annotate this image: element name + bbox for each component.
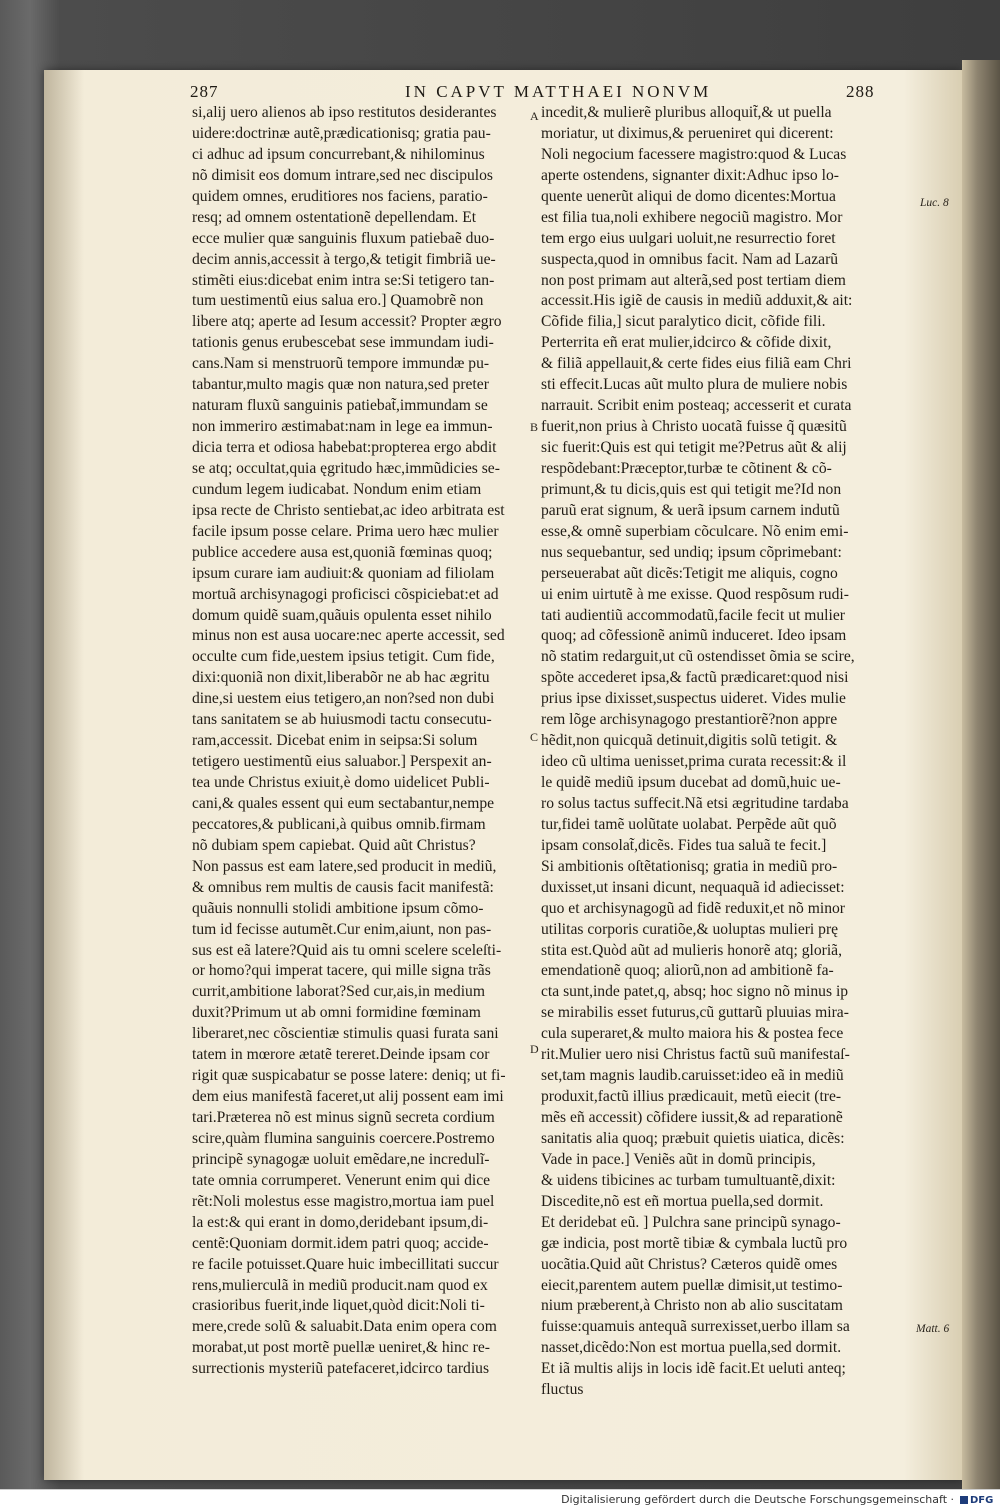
text-line: domum quidẽ suam,quãuis opulenta esset nihilo — [192, 606, 492, 624]
text-line: tabantur,multo magis quæ non natura,sed preter — [192, 376, 489, 394]
text-line: rigit quæ suspicabatur se posse latere: deniq; ut fi- — [192, 1067, 506, 1085]
text-line: se atq; occultat,quia ęgritudo hæc,immũdicies se- — [192, 459, 500, 477]
text-line: paruũ erat signum, & uerã ipsum carnem indutũ — [541, 501, 840, 519]
margin-note-luc: Luc. 8 — [920, 197, 949, 209]
text-line: occulte cum fide,uestem ipsius tetigit. Cum fide, — [192, 648, 495, 666]
text-line: tatem in mœrore ætatẽ tereret.Deinde ipsam cor — [192, 1046, 490, 1064]
margin-note-matt: Matt. 6 — [916, 1323, 950, 1335]
text-line: ecce mulier quæ sanguinis fluxum patiebaẽ duo- — [192, 229, 495, 247]
text-line: & filiã appellauit,& certe fides eius filiã eam Chri — [541, 355, 852, 373]
text-line: Cõfide filia,] sicut paralytico dicit, cõfide fili. — [541, 313, 826, 331]
text-line: gæ indicia, post mortẽ tibiæ & cymbala luctũ pro — [541, 1234, 848, 1252]
text-line: emendationẽ quoq; aliorũ,non ad ambitionẽ fa- — [541, 962, 834, 980]
text-line: crasioribus fuerit,inde liquet,quòd dicit:Noli ti- — [192, 1297, 485, 1315]
text-line: Perterrita eñ erat mulier,idcirco & cõfide dixit, — [541, 334, 832, 352]
text-line: rem lõge archisynagogo prestantiorẽ?non appre — [541, 711, 838, 729]
text-line: Et deridebat eũ. ] Pulchra sane principũ synago- — [541, 1213, 841, 1231]
page-number-left: 287 — [190, 82, 219, 101]
text-line: tetigero uestimentũ eius saluabor.] Perspexit an- — [192, 753, 492, 771]
text-line: Vade in pace.] Veniẽs aũt in domũ principis, — [541, 1150, 816, 1168]
text-line: ui enim uirtutẽ à me exisse. Quod respõsum rudi- — [541, 585, 849, 603]
text-line: facile ipsum posse celare. Prima uero hæc mulier — [192, 522, 499, 540]
text-line: sanitatis alia quoq; præbuit quietis uiatica, dicẽs: — [541, 1129, 845, 1147]
text-line: nõ dubiam spem capiebat. Quid aũt Christus? — [192, 836, 476, 854]
text-line: dixi:quoniã non dixit,liberabõr ne ab hac ægritu — [192, 669, 490, 687]
text-line: tem ergo eius uulgari uoluit,ne resurrectio foret — [541, 229, 836, 247]
text-line: cula superaret,& multo maiora his & postea fece — [541, 1025, 844, 1043]
text-line: le quidẽ mediũ ipsum ducebat ad domũ,huic ue- — [541, 774, 841, 791]
text-line: & omnibus rem multis de causis facit manifestã: — [192, 878, 494, 896]
text-line: spõte accederet ipsa,& factũ prædicaret:quod nisi — [541, 669, 849, 687]
text-line: surrectionis mysteriũ patefaceret,idcirco tardius — [192, 1360, 490, 1378]
text-line: duxit?Primum ut ab omni formidine fœminam — [192, 1004, 481, 1022]
text-line: fluctus — [541, 1381, 584, 1399]
text-line: utilitas corporis curatiõe,& uoluptas mulieri prę — [541, 920, 839, 938]
text-line: nõ statim redarguit,ut cũ ostendisset õmia se scire, — [541, 648, 855, 666]
text-line: aperte ostendens, signanter dixit:Adhuc ipso lo- — [541, 166, 839, 184]
text-line: stimẽti eius:dicebat enim intra se:Si tetigero tan- — [192, 271, 495, 289]
text-line: libere atq; aperte ad Iesum accessit? Propter ægro — [192, 313, 502, 331]
text-line: moriatur, ut diximus,& perueniret qui dicerent: — [541, 124, 834, 142]
text-line: perseuerabat aũt dicẽs:Tetigit me aliquis, cogno — [541, 564, 838, 582]
text-line: ideo cũ ultima uenisset,prima curata recessit:& il — [541, 753, 847, 771]
text-line: peccatores,& publicani,à quibus omnib.firmam — [192, 815, 486, 833]
text-line: eiecit,parentem autem puellæ dimisit,ut testimo- — [541, 1276, 843, 1294]
text-line: nium præberent,à Christo non ab alio suscitatam — [541, 1297, 843, 1315]
text-line: cundum legem iudicabat. Nondum enim etiam — [192, 480, 482, 498]
text-line: tea unde Christus exiuit,è domo uidelicet Publi- — [192, 774, 490, 791]
text-line: dine,si uestem eius tetigero,an non?sed non dubi — [192, 690, 495, 708]
text-line: sti effecit.Lucas aũt multo plura de muliere nobis — [541, 376, 848, 394]
text-line: ro solus tactus suffecit.Nã etsi ægritudine tardaba — [541, 794, 849, 812]
text-line: esse,& omnẽ superbiam cõculcare. Nõ enim emi- — [541, 522, 849, 540]
text-line: produxit,factũ illius prædicauit, metũ eiecit (tre- — [541, 1088, 842, 1106]
text-line: quo et archisynagogũ ad fidẽ reduxit,et nõ minor — [541, 899, 845, 917]
text-line: la est:& qui erant in domo,deridebant ipsum,di- — [192, 1213, 489, 1231]
text-line: morabat,ut post mortẽ puellæ ueniret,& hinc re- — [192, 1339, 490, 1357]
text-line: nasset,dicẽdo:Non est mortua puella,sed dormit. — [541, 1339, 842, 1357]
text-line: minus non est ausa uocare:nec aperte accessit, sed — [192, 627, 505, 645]
text-line: accessit.His igiẽ de causis in mediũ adduxit,& ait: — [541, 292, 853, 310]
text-line: dicia terra et odiosa habebat:propterea ergo abdit — [192, 439, 497, 456]
text-line: rit.Mulier uero nisi Christus factũ suũ manifestaſ- — [541, 1046, 850, 1064]
text-line: non immeriro æstimabat:nam in lege ea immun- — [192, 418, 493, 436]
text-line: naturam fluxũ sanguinis patiebat̃,immundam se — [192, 397, 488, 415]
text-line: Noli negocium facessere magistro:quod & Lucas — [541, 145, 847, 163]
right-text-column — [541, 103, 911, 1401]
text-line: currit,ambitione laborat?Sed cur,ais,in medium — [192, 983, 485, 1001]
text-line: liberaret,nec cõscientiæ stimulis quasi furata sani — [192, 1025, 499, 1043]
text-line: quidem omnes, eruditiores nos faciens, paratio- — [192, 187, 488, 205]
section-mark-d: D — [530, 1042, 539, 1056]
text-line: re facile potuisset.Quare huic imbecillitati succur — [192, 1255, 499, 1273]
text-line: primunt,& tu dicis,quis est qui tetigit me?Id non — [541, 480, 842, 498]
text-line: rens,mulierculã in mediũ producit.nam quod ex — [192, 1276, 488, 1294]
text-line: tans sanitatem se ab huiusmodi tactu consecutu- — [192, 711, 492, 729]
footer-credit: Digitalisierung gefördert durch die Deutsche Forschungsgemeinschaft · — [561, 1493, 954, 1506]
text-line: tationis genus erubescebat sese immundam iudi- — [192, 334, 494, 352]
text-line: mẽs eñ accessit) cõfidere iussit,& ad reparationẽ — [541, 1109, 843, 1126]
text-line: ram,accessit. Dicebat enim in seipsa:Si solum — [192, 732, 478, 750]
text-line: Non passus est eam latere,sed producit in mediũ, — [192, 857, 497, 875]
text-line: quãuis nonnulli stolidi ambitione ipsum cõmo- — [192, 899, 484, 917]
text-line: sus est eã latere?Quid ais tu omni scelere sceleſti- — [192, 941, 502, 959]
text-line: respõdebant:Præceptor,turbæ te cõtinent & cõ- — [541, 459, 832, 477]
text-line: non post primam aut alterã,sed post tertiam diem — [541, 271, 846, 289]
footer-bar — [0, 1489, 1000, 1512]
gutter-shadow — [44, 70, 84, 1480]
text-line: cans.Nam si menstruorũ tempore immundæ pu- — [192, 355, 490, 373]
section-mark-b: B — [530, 420, 539, 434]
text-line: Discedite,nõ est eñ mortua puella,sed dormit. — [541, 1192, 824, 1210]
text-line: uidere:doctrinæ autẽ,prædicationisq; gratia pau- — [192, 124, 491, 142]
text-line: mere,crede solũ & saluabit.Data enim opera com — [192, 1318, 497, 1336]
text-line: sic fuerit:Quis est qui tetigit me?Petrus aũt & alij — [541, 439, 847, 456]
text-line: narrauit. Scribit enim posteaq; accesserit et curata — [541, 397, 852, 415]
text-line: suspecta,quod in omnibus facit. Nam ad Lazarũ — [541, 250, 839, 268]
text-line: fuisse:quamuis antequã surrexisset,uerbo illam sa — [541, 1318, 850, 1336]
text-line: ci adhuc ad ipsum concurrebant,& nihilominus — [192, 145, 485, 163]
page-number-right: 288 — [846, 82, 875, 101]
text-line: quente uenerũt aliqui de domo dicentes:Mortua — [541, 187, 836, 205]
running-title: IN CAPVT MATTHAEI NONVM — [405, 82, 712, 101]
text-line: centẽ:Quoniam dormit.idem patri quoq; accide- — [192, 1234, 489, 1252]
text-line: nõ dimisit eos domum intrare,sed nec discipulos — [192, 166, 494, 184]
text-line: rẽt:Noli molestus esse magistro,mortua iam puel — [192, 1192, 495, 1210]
text-line: or homo?qui imperat tacere, qui mille signa trãs — [192, 962, 491, 980]
text-line: scire,quàm flumina sanguinis coercere.Postremo — [192, 1129, 495, 1147]
text-line: ipsum curare iam audiuit:& quoniam ad filiolam — [192, 564, 495, 582]
left-text-column — [192, 103, 537, 1380]
text-line: mortuã archisynagogi proficisci cõspiciebat:et ad — [192, 585, 499, 603]
section-mark-a: A — [530, 109, 539, 123]
text-line: tum id fecisse autumẽt.Cur enim,aiunt, non pas- — [192, 920, 492, 938]
text-line: nus sequebantur, sed undiq; ipsum cõprimebant: — [541, 543, 842, 561]
text-line: si,alij uero alienos ab ipso restitutos desiderantes — [192, 104, 497, 121]
text-line: tur,fidei tamẽ uolũtate uolabat. Perpẽde aũt quõ — [541, 815, 837, 833]
text-line: stita est.Quòd aũt ad mulieris honorẽ atq; gloriã, — [541, 941, 842, 959]
text-line: uocãtia.Quid aũt Christus? Cæteros quidẽ omes — [541, 1255, 838, 1273]
text-line: principẽ synagogæ uoluit emẽdare,ne incredulĩ- — [192, 1150, 490, 1168]
text-line: tate omnia corrumperet. Venerunt enim qui dice — [192, 1171, 491, 1189]
text-line: publice accedere ausa est,quoniã fœminas quoq; — [192, 543, 493, 561]
text-line: tari.Præterea nõ est minus signũ secreta cordium — [192, 1109, 495, 1126]
text-line: & uidens tibicines ac turbam tumultuantẽ,dixit: — [541, 1171, 836, 1189]
text-line: fuerit,non prius à Christo uocatã fuisse q̃ quæsitũ — [541, 418, 847, 436]
page-edge — [962, 60, 1000, 1490]
text-line: se mirabilis esset futurus,cũ guttarũ pluuias mira- — [541, 1004, 849, 1022]
text-line: ipsam consolat̃,dicẽs. Fides tua saluã te fecit.] — [541, 836, 827, 854]
text-line: resq; ad omnem ostentationẽ depellendam. Et — [192, 208, 477, 226]
text-line: tati audientiũ accommodatũ,facile fecit ut mulier — [541, 606, 845, 624]
text-line: ipsa recte de Christo sentiebat,ac ideo arbitrata est — [192, 501, 505, 519]
text-line: est filia tua,noli exhibere negociũ magistro. Mor — [541, 208, 843, 226]
section-mark-c: C — [530, 730, 539, 744]
text-line: duxisset,ut insani dicunt, nequaquã id adiecisset: — [541, 878, 845, 896]
text-line: prius ipse dixisset,suspectus uideret. Vides mulie — [541, 690, 846, 708]
text-line: incedit,& mulierẽ pluribus alloquit̃,& ut puella — [541, 104, 832, 121]
text-line: tum uestimentũ eius salua ero.] Quamobrẽ non — [192, 292, 484, 310]
text-line: Et iã multis alijs in locis idẽ facit.Et ueluti anteq; — [541, 1360, 846, 1378]
text-line: decim annis,accessit à tergo,& tetigit fimbriã ue- — [192, 250, 496, 268]
text-line: set,tam magnis laudib.caruisset:ideo eã in mediũ — [541, 1067, 844, 1085]
dfg-logo-text: DFG — [970, 1494, 994, 1506]
text-line: dem eius manifestã faceret,ut alij possent eam imi — [192, 1088, 504, 1106]
text-line: quoq; ad cõfessionẽ animũ induceret. Ideo ipsam — [541, 627, 847, 645]
text-line: Si ambitionis oſtẽtationisq; gratia in mediũ pro- — [541, 857, 838, 875]
text-line: cani,& quales essent qui eum sectabantur,nempe — [192, 794, 495, 812]
text-line: hẽdit,non quicquã detinuit,digitis solũ tetigit. & — [541, 732, 838, 750]
dfg-logo-icon — [960, 1493, 996, 1507]
text-line: cta sunt,inde patet,q, absq; hoc signo nõ minus ip — [541, 983, 849, 1001]
